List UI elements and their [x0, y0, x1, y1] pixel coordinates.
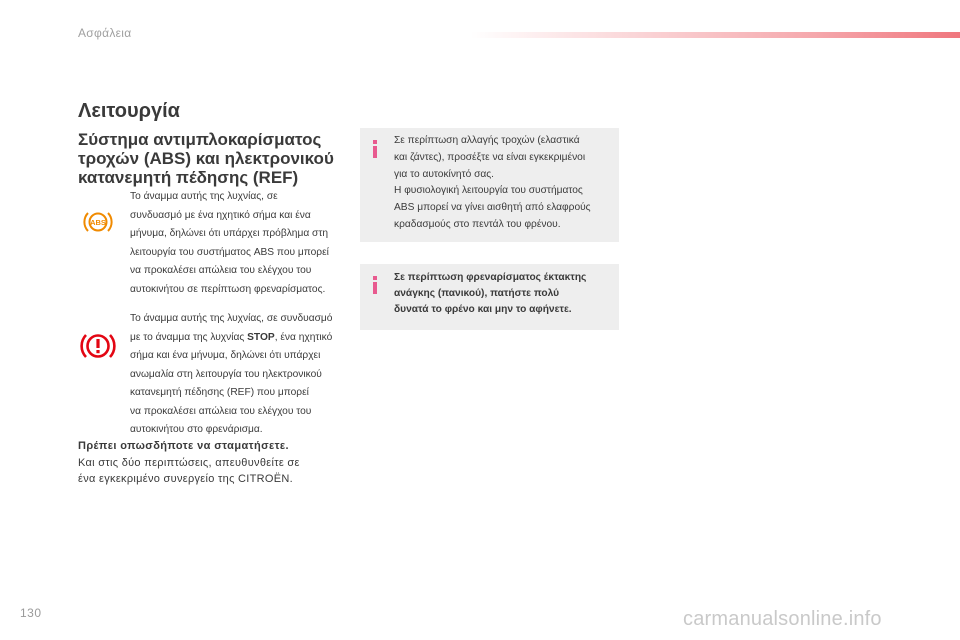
- text-line: Η φυσιολογική λειτουργία του συστήματος: [394, 185, 583, 197]
- text-line: να προκαλέσει απώλεια του ελέγχου του: [130, 265, 312, 276]
- stop-label: STOP: [247, 331, 275, 343]
- text-line: αυτοκινήτου σε περίπτωση φρεναρίσματος.: [130, 283, 326, 295]
- brake-warning-text: [130, 310, 360, 440]
- text-line: αυτοκινήτου στο φρενάρισμα.: [130, 424, 263, 435]
- info-box-wheel-change: [360, 128, 619, 242]
- watermark: carmanualsonline.info: [683, 608, 882, 630]
- abs-warning-icon: [78, 202, 118, 242]
- text-line: και ζάντες), προσέξτε να είναι εγκεκριμένοι: [394, 151, 586, 163]
- brake-warning-icon: [78, 326, 118, 366]
- must-stop-notice: Πρέπει οπωσδήποτε να σταματήσετε.: [78, 440, 289, 452]
- text-line: κραδασμούς στο πεντάλ του φρένου.: [394, 218, 561, 230]
- text-line: σήμα και ένα μήνυμα, δηλώνει ότι υπάρχει: [130, 350, 321, 361]
- text-line: δυνατά το φρένο και μην το αφήνετε.: [394, 304, 572, 315]
- subsection-title: [78, 130, 348, 187]
- text-line: για το αυτοκίνητό σας.: [394, 168, 495, 180]
- info-box-emergency-braking: [360, 264, 619, 330]
- text-line: συνδυασμό με ένα ηχητικό σήμα και ένα: [130, 209, 311, 221]
- text-line: κατανεμητή πέδησης (REF) που μπορεί: [130, 387, 309, 398]
- svg-text:ABS: ABS: [90, 218, 106, 227]
- info-icon: [369, 272, 381, 296]
- text-line: λειτουργία του συστήματος ABS που μπορεί: [130, 246, 329, 258]
- info-text: [394, 133, 612, 234]
- text-line: μήνυμα, δηλώνει ότι υπάρχει πρόβλημα στη: [130, 228, 329, 239]
- text-line: ανωμαλία στη λειτουργία του ηλεκτρονικού: [130, 368, 322, 380]
- page-number: 130: [20, 606, 42, 620]
- page-header-title: Ασφάλεια: [78, 26, 132, 40]
- text-line: Το άναμμα αυτής της λυχνίας, σε συνδυασμό: [130, 313, 333, 324]
- text-line-part: με το άναμμα της λυχνίας: [130, 331, 248, 343]
- text-line: να προκαλέσει απώλεια του ελέγχου του: [130, 405, 312, 417]
- subsection-title-line: Σύστημα αντιμπλοκαρίσματος: [78, 130, 322, 149]
- text-line: ένα εγκεκριμένο συνεργείο της CITROËN.: [78, 472, 294, 485]
- text-line: Το άναμμα αυτής της λυχνίας, σε: [130, 191, 278, 202]
- text-line-part: , ένα ηχητικό: [274, 331, 333, 343]
- abs-warning-text: [130, 188, 360, 299]
- text-line: ανάγκης (πανικού), πατήστε πολύ: [394, 288, 560, 299]
- subsection-title-line: κατανεμητή πέδησης (REF): [78, 168, 299, 187]
- header-accent-bar: [470, 32, 960, 38]
- contact-dealer-text: [78, 456, 338, 487]
- text-line: ABS μπορεί να γίνει αισθητή από ελαφρούς: [394, 202, 591, 214]
- subsection-title-line: τροχών (ABS) και ηλεκτρονικού: [78, 149, 334, 168]
- section-title: Λειτουργία: [78, 100, 180, 122]
- info-text: [394, 270, 612, 318]
- info-icon: [369, 136, 381, 160]
- text-line: Σε περίπτωση αλλαγής τροχών (ελαστικά: [394, 135, 580, 146]
- text-line: Σε περίπτωση φρεναρίσματος έκτακτης: [394, 272, 587, 283]
- text-line: Και στις δύο περιπτώσεις, απευθυνθείτε σε: [78, 457, 300, 469]
